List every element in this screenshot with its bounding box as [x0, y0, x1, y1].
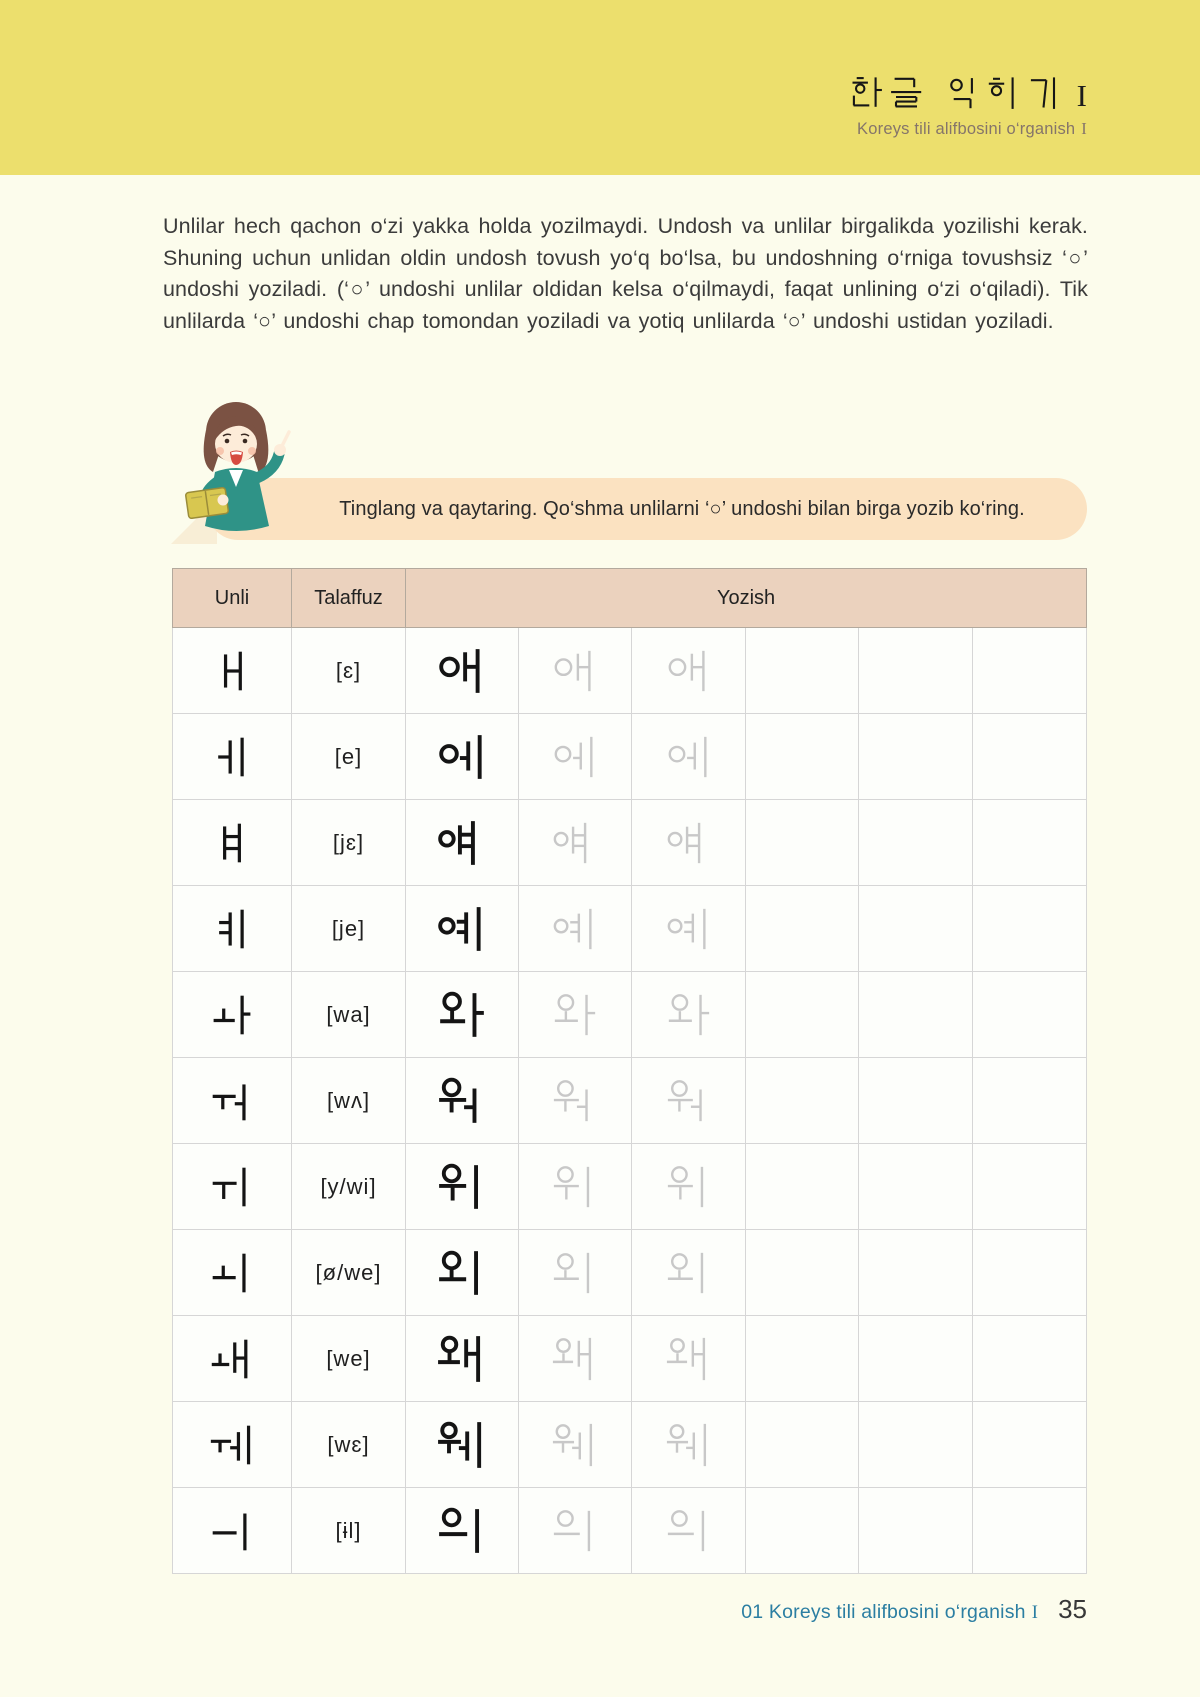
- table-row: [173, 1058, 1087, 1144]
- trace-syllable-cell: [519, 1316, 632, 1402]
- hangul-glyph: [209, 734, 255, 780]
- chapter-label: 01 Koreys tili alifbosini o‘rganish I: [741, 1601, 1039, 1623]
- vowel-cell: [173, 1230, 292, 1316]
- practice-cell-empty: [973, 628, 1087, 714]
- trace-syllable-cell: [519, 972, 632, 1058]
- page-number: 35: [1058, 1594, 1087, 1624]
- trace-syllable-cell: [519, 714, 632, 800]
- title-roman-numeral: I: [1076, 78, 1087, 113]
- hangul-glyph: [551, 905, 599, 953]
- trace-syllable-cell: [632, 800, 746, 886]
- hangul-glyph: [436, 731, 488, 783]
- practice-cell-empty: [973, 1402, 1087, 1488]
- trace-syllable-cell: [632, 886, 746, 972]
- trace-syllable-cell: [519, 1144, 632, 1230]
- trace-syllable-cell: [519, 628, 632, 714]
- vowel-cell: [173, 886, 292, 972]
- hangul-glyph: [436, 645, 488, 697]
- hangul-glyph: [209, 1164, 255, 1210]
- speech-bubble-text: Tinglang va qaytaring. Qo‘shma unlilarni ‘○’ undoshi bilan birga yozib ko‘ring.: [339, 498, 1025, 520]
- hangul-glyph: [665, 1335, 713, 1383]
- model-syllable-cell: [406, 1230, 519, 1316]
- practice-cell-empty: [746, 800, 859, 886]
- practice-cell-empty: [746, 1144, 859, 1230]
- practice-cell-empty: [859, 628, 973, 714]
- vowel-practice-table: [172, 568, 1087, 1574]
- hangul-glyph: [551, 1507, 599, 1555]
- trace-syllable-cell: [632, 1488, 746, 1574]
- table-row: [173, 886, 1087, 972]
- trace-syllable-cell: [519, 1402, 632, 1488]
- trace-syllable-cell: [519, 1058, 632, 1144]
- practice-cell-empty: [746, 1488, 859, 1574]
- hangul-glyph: [551, 1077, 599, 1125]
- trace-syllable-cell: [519, 1230, 632, 1316]
- hangul-glyph: [209, 906, 255, 952]
- hangul-glyph: [436, 1075, 488, 1127]
- vowel-cell: [173, 1058, 292, 1144]
- hangul-glyph: [436, 989, 488, 1041]
- vowel-practice-table-wrap: [172, 568, 1087, 1574]
- page-footer: [163, 1594, 1087, 1625]
- trace-syllable-cell: [632, 1144, 746, 1230]
- hangul-glyph: [436, 1161, 488, 1213]
- practice-cell-empty: [973, 1058, 1087, 1144]
- column-header-unli: Unli: [173, 569, 292, 628]
- hangul-glyph: [665, 1249, 713, 1297]
- practice-cell-empty: [973, 1230, 1087, 1316]
- practice-cell-empty: [859, 972, 973, 1058]
- hangul-glyph: [436, 1333, 488, 1385]
- table-row: [173, 800, 1087, 886]
- hangul-glyph: [209, 1078, 255, 1124]
- practice-cell-empty: [859, 1230, 973, 1316]
- hangul-glyph: [551, 1249, 599, 1297]
- pronunciation-cell: [y/wi]: [292, 1144, 406, 1230]
- hangul-glyph: [946, 76, 981, 111]
- intro-paragraph: Unlilar hech qachon o‘zi yakka holda yozilmaydi. Undosh va unlilar birgalikda yozilishi kerak. Shuning uchun unlidan oldin undosh tovush yo‘q bo‘lsa, bu undoshning o‘rniga tovushsiz ‘○’ undoshi yoziladi. (‘○’ undoshi unlilar oldidan kelsa o‘qilmaydi, faqat unlining o‘zi o‘qiladi). Tik unlilarda ‘○’ undoshi chap tomondan yoziladi va yotiq unlilarda ‘○’ undoshi ustidan yoziladi.: [163, 214, 1088, 333]
- teacher-character-icon: [179, 394, 329, 549]
- hangul-glyph: [551, 1421, 599, 1469]
- hangul-glyph: [665, 1163, 713, 1211]
- hangul-glyph: [209, 1250, 255, 1296]
- hangul-glyph: [551, 819, 599, 867]
- column-header-talaffuz: Talaffuz: [292, 569, 406, 628]
- pronunciation-cell: [we]: [292, 1316, 406, 1402]
- hangul-glyph: [986, 76, 1021, 111]
- practice-cell-empty: [746, 886, 859, 972]
- table-row: [173, 1144, 1087, 1230]
- practice-cell-empty: [973, 972, 1087, 1058]
- practice-cell-empty: [746, 628, 859, 714]
- trace-syllable-cell: [519, 1488, 632, 1574]
- trace-syllable-cell: [519, 800, 632, 886]
- practice-cell-empty: [973, 714, 1087, 800]
- hangul-glyph: [665, 819, 713, 867]
- pronunciation-cell: [e]: [292, 714, 406, 800]
- speech-bubble: [207, 478, 1087, 540]
- practice-cell-empty: [973, 1488, 1087, 1574]
- trace-syllable-cell: [632, 1316, 746, 1402]
- pronunciation-cell: [wʌ]: [292, 1058, 406, 1144]
- pronunciation-cell: [wɛ]: [292, 1402, 406, 1488]
- vowel-cell: [173, 1144, 292, 1230]
- header-titles: [849, 76, 1087, 139]
- practice-cell-empty: [973, 1316, 1087, 1402]
- pronunciation-cell: [ɨl]: [292, 1488, 406, 1574]
- table-header-row: [173, 569, 1087, 628]
- hangul-glyph: [436, 903, 488, 955]
- table-row: [173, 1230, 1087, 1316]
- practice-cell-empty: [746, 1058, 859, 1144]
- table-row: [173, 714, 1087, 800]
- page-subtitle: Koreys tili alifbosini o‘rganish I: [857, 119, 1087, 138]
- model-syllable-cell: [406, 1488, 519, 1574]
- pronunciation-cell: [je]: [292, 886, 406, 972]
- hangul-glyph: [209, 648, 255, 694]
- practice-cell-empty: [859, 886, 973, 972]
- hangul-glyph: [436, 1505, 488, 1557]
- hangul-glyph: [551, 1163, 599, 1211]
- trace-syllable-cell: [519, 886, 632, 972]
- vowel-cell: [173, 1402, 292, 1488]
- trace-syllable-cell: [632, 714, 746, 800]
- hangul-glyph: [665, 991, 713, 1039]
- vowel-cell: [173, 800, 292, 886]
- hangul-glyph: [665, 733, 713, 781]
- model-syllable-cell: [406, 628, 519, 714]
- model-syllable-cell: [406, 800, 519, 886]
- hangul-glyph: [436, 1247, 488, 1299]
- hangul-glyph: [209, 992, 255, 1038]
- practice-cell-empty: [746, 1230, 859, 1316]
- table-body: [173, 628, 1087, 1574]
- column-header-yozish: Yozish: [406, 569, 1087, 628]
- model-syllable-cell: [406, 972, 519, 1058]
- pronunciation-cell: [ɛ]: [292, 628, 406, 714]
- hangul-glyph: [665, 905, 713, 953]
- hangul-glyph: [436, 817, 488, 869]
- hangul-glyph: [209, 1508, 255, 1554]
- vowel-cell: [173, 972, 292, 1058]
- pronunciation-cell: [ø/we]: [292, 1230, 406, 1316]
- hangul-glyph: [209, 1422, 255, 1468]
- practice-cell-empty: [746, 1402, 859, 1488]
- hangul-glyph: [551, 991, 599, 1039]
- trace-syllable-cell: [632, 628, 746, 714]
- model-syllable-cell: [406, 1144, 519, 1230]
- practice-cell-empty: [973, 800, 1087, 886]
- hangul-glyph: [1026, 76, 1061, 111]
- practice-cell-empty: [859, 1316, 973, 1402]
- korean-title-glyphs: [849, 76, 1061, 111]
- practice-cell-empty: [973, 886, 1087, 972]
- subtitle-roman-numeral: I: [1081, 119, 1087, 138]
- vowel-cell: [173, 1316, 292, 1402]
- hangul-glyph: [665, 1507, 713, 1555]
- hangul-glyph: [436, 1419, 488, 1471]
- trace-syllable-cell: [632, 972, 746, 1058]
- vowel-cell: [173, 714, 292, 800]
- model-syllable-cell: [406, 1316, 519, 1402]
- hangul-glyph: [889, 76, 924, 111]
- practice-cell-empty: [859, 1058, 973, 1144]
- vowel-cell: [173, 628, 292, 714]
- table-row: [173, 628, 1087, 714]
- footer-roman-numeral: I: [1031, 1603, 1039, 1623]
- pronunciation-cell: [wa]: [292, 972, 406, 1058]
- model-syllable-cell: [406, 714, 519, 800]
- model-syllable-cell: [406, 1402, 519, 1488]
- header-band: [0, 0, 1200, 175]
- trace-syllable-cell: [632, 1230, 746, 1316]
- practice-cell-empty: [973, 1144, 1087, 1230]
- practice-cell-empty: [859, 800, 973, 886]
- hangul-glyph: [551, 733, 599, 781]
- hangul-glyph: [665, 1077, 713, 1125]
- vowel-cell: [173, 1488, 292, 1574]
- practice-cell-empty: [746, 972, 859, 1058]
- practice-cell-empty: [859, 1144, 973, 1230]
- practice-cell-empty: [859, 714, 973, 800]
- page-title: [849, 76, 1087, 111]
- model-syllable-cell: [406, 886, 519, 972]
- hangul-glyph: [551, 647, 599, 695]
- table-row: [173, 1316, 1087, 1402]
- hangul-glyph: [665, 1421, 713, 1469]
- model-syllable-cell: [406, 1058, 519, 1144]
- trace-syllable-cell: [632, 1058, 746, 1144]
- hangul-glyph: [209, 1336, 255, 1382]
- practice-cell-empty: [859, 1402, 973, 1488]
- table-row: [173, 1488, 1087, 1574]
- hangul-glyph: [665, 647, 713, 695]
- table-row: [173, 1402, 1087, 1488]
- pronunciation-cell: [jɛ]: [292, 800, 406, 886]
- hangul-glyph: [209, 820, 255, 866]
- table-row: [173, 972, 1087, 1058]
- practice-cell-empty: [746, 1316, 859, 1402]
- practice-cell-empty: [746, 714, 859, 800]
- practice-cell-empty: [859, 1488, 973, 1574]
- trace-syllable-cell: [632, 1402, 746, 1488]
- hangul-glyph: [849, 76, 884, 111]
- listen-repeat-callout: [163, 398, 1087, 550]
- hangul-glyph: [551, 1335, 599, 1383]
